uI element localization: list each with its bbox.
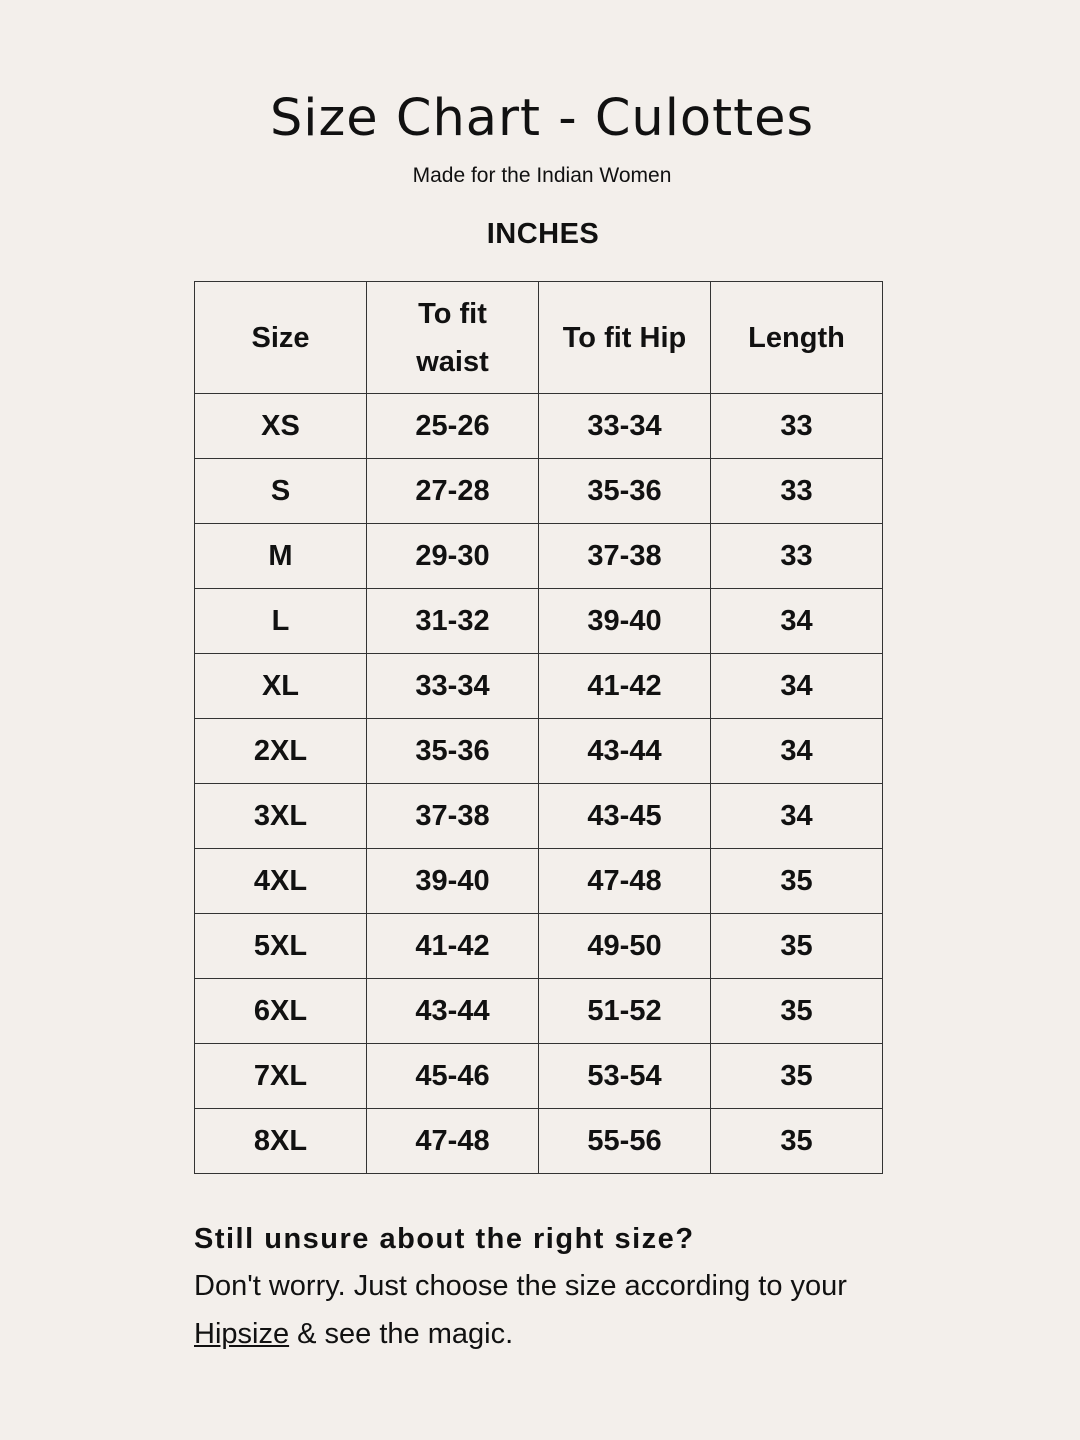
cell-length: 33 [711,394,883,459]
cell-waist: 37-38 [367,784,539,849]
table-body [195,394,883,1174]
cell-hip: 37-38 [539,524,711,589]
cell-size: M [195,524,367,589]
cell-waist: 39-40 [367,849,539,914]
table-row [195,654,883,719]
cell-hip: 43-45 [539,784,711,849]
cell-waist: 33-34 [367,654,539,719]
cell-hip: 55-56 [539,1109,711,1174]
cell-length: 34 [711,784,883,849]
cell-size: 7XL [195,1044,367,1109]
table-row [195,459,883,524]
table-row [195,1044,883,1109]
cell-length: 35 [711,1044,883,1109]
cell-hip: 49-50 [539,914,711,979]
table-row [195,524,883,589]
cell-size: XL [195,654,367,719]
table-header-row [195,282,883,394]
cell-length: 34 [711,719,883,784]
column-header-hip: To fit Hip [539,282,711,394]
cell-length: 35 [711,979,883,1044]
note-heading: Still unsure about the right size? [194,1223,695,1255]
table-header [195,282,883,394]
unit-label: INCHES [486,218,600,250]
cell-length: 34 [711,589,883,654]
cell-hip: 51-52 [539,979,711,1044]
cell-hip: 35-36 [539,459,711,524]
cell-waist: 45-46 [367,1044,539,1109]
table-row [195,914,883,979]
table-row [195,849,883,914]
size-help-note [194,1216,914,1358]
cell-size: XS [195,394,367,459]
cell-size: 8XL [195,1109,367,1174]
cell-length: 35 [711,914,883,979]
cell-waist: 31-32 [367,589,539,654]
cell-hip: 39-40 [539,589,711,654]
cell-size: 2XL [195,719,367,784]
column-header-size: Size [195,282,367,394]
cell-length: 34 [711,654,883,719]
cell-size: 3XL [195,784,367,849]
size-chart-table [194,281,883,1174]
cell-hip: 41-42 [539,654,711,719]
page-subtitle: Made for the Indian Women [412,164,672,187]
note-text-before: Don't worry. Just choose the size according to your [194,1270,847,1302]
table-row [195,719,883,784]
note-text [194,1262,914,1358]
cell-size: 5XL [195,914,367,979]
cell-hip: 43-44 [539,719,711,784]
cell-size: L [195,589,367,654]
note-text-after: & see the magic. [289,1318,514,1350]
column-header-length: Length [711,282,883,394]
cell-waist: 35-36 [367,719,539,784]
cell-size: 4XL [195,849,367,914]
cell-size: 6XL [195,979,367,1044]
table-row [195,1109,883,1174]
cell-size: S [195,459,367,524]
cell-waist: 25-26 [367,394,539,459]
table-row [195,784,883,849]
table-row [195,979,883,1044]
cell-waist: 41-42 [367,914,539,979]
cell-length: 33 [711,459,883,524]
cell-hip: 47-48 [539,849,711,914]
cell-waist: 27-28 [367,459,539,524]
table-row [195,589,883,654]
cell-waist: 47-48 [367,1109,539,1174]
column-header-waist: To fit waist [367,282,539,394]
cell-length: 35 [711,849,883,914]
cell-length: 35 [711,1109,883,1174]
cell-waist: 29-30 [367,524,539,589]
cell-hip: 33-34 [539,394,711,459]
page-title: Size Chart - Culottes [269,89,815,148]
cell-hip: 53-54 [539,1044,711,1109]
cell-waist: 43-44 [367,979,539,1044]
cell-length: 33 [711,524,883,589]
table-row [195,394,883,459]
hipsize-link[interactable]: Hipsize [194,1318,290,1350]
